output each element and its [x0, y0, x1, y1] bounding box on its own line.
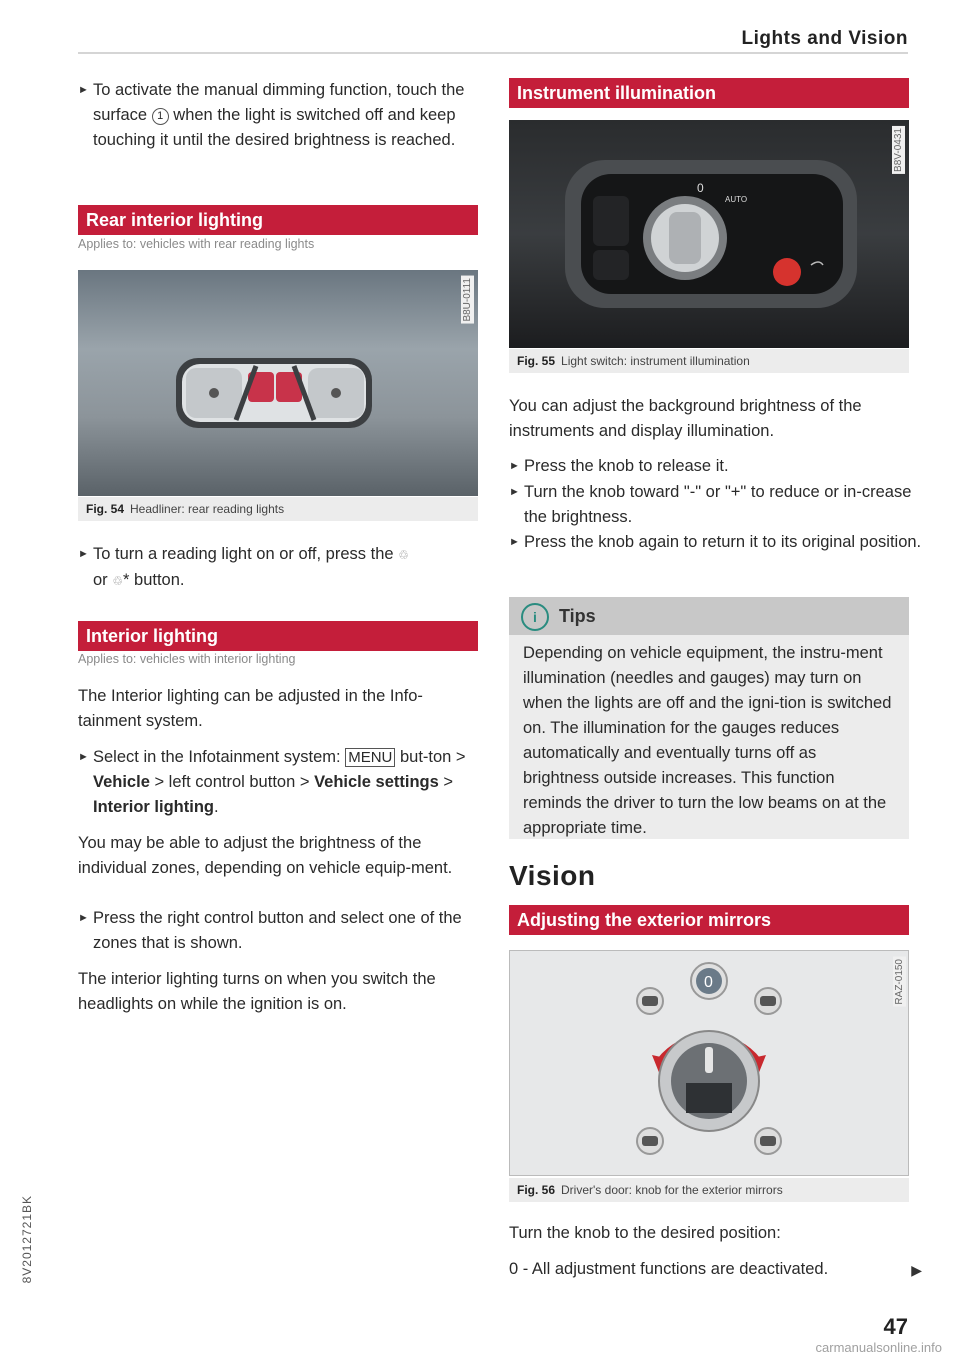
reading-light-symbol-icon: ♲ [398, 548, 409, 562]
rear-applies-note: Applies to: vehicles with rear reading lights [78, 237, 315, 251]
mirror-para: Turn the knob to the desired position: [509, 1224, 781, 1242]
instrument-bullet-1: ► Press the knob to release it. [509, 454, 924, 479]
tips-body: Depending on vehicle equipment, the instru-ment illumination (needles and gauges) may turn on when the lights are off and the igni-tion is switched on. The illumination for the gauges reduces automatically and eventually turns off as brightness outside increases. This function reminds the driver to turn the low beams on at the appropriate time. [509, 635, 909, 839]
fog-light-icon [593, 196, 629, 246]
interior-para-1: The Interior lighting can be adjusted in the Info-tainment system. [78, 687, 423, 730]
circled-number: 1 [152, 108, 169, 125]
instrument-illumination-heading: Instrument illumination [509, 78, 909, 108]
knob-position-zero: 0 [704, 974, 713, 991]
vehicle-settings-label: Vehicle settings [314, 773, 439, 791]
document-code: 8V2012721BK [20, 1195, 34, 1284]
button-text: but-ton > [395, 748, 466, 766]
reading-light-or: or [93, 571, 108, 589]
instrument-bullet-3: ► Press the knob again to return it to its original position. [509, 530, 924, 555]
reading-light-instruction [78, 542, 493, 594]
section-title: Lights and Vision [741, 28, 908, 49]
page-number: 47 [883, 1314, 908, 1339]
light-switch-illustration [509, 120, 909, 348]
reading-light-symbol2-icon: ♲ [112, 574, 124, 588]
reading-light-text: To turn a reading light on or off, press the [93, 545, 394, 563]
knob-auto-label: AUTO [725, 195, 748, 204]
infotainment-instruction [78, 745, 493, 820]
figure-light-switch [509, 120, 909, 348]
fig54-caption-text: Headliner: rear reading lights [130, 502, 285, 516]
continue-arrow-icon: ▶ [911, 1262, 922, 1278]
dimming-instruction [78, 78, 493, 153]
vehicle-menu-label: Vehicle [93, 773, 150, 791]
instrument-bullet-2: ► Turn the knob toward "-" or "+" to reduce or in-crease the brightness. [509, 480, 919, 530]
select-text: Select in the Infotainment system: [93, 748, 341, 766]
fig56-caption-text: Driver's door: knob for the exterior mirrors [561, 1183, 783, 1197]
knob-zero-label: 0 [697, 181, 704, 195]
menu-key: MENU [345, 748, 395, 767]
period: . [214, 798, 219, 816]
fig54-caption [78, 497, 478, 521]
fig56-label: Fig. 56 [517, 1183, 556, 1197]
dimmer-button [773, 258, 801, 286]
exterior-mirrors-heading: Adjusting the exterior mirrors [509, 905, 909, 935]
interior-para-3: The interior lighting turns on when you switch the headlights on while the ignition is on. [78, 970, 436, 1013]
vision-heading: Vision [509, 860, 596, 891]
dimming-text-pre: To activate the manual dimming function, touch the surface [93, 81, 465, 124]
rear-interior-lighting-heading: Rear interior lighting [78, 205, 478, 235]
fig56-caption [509, 1178, 909, 1202]
separator: > [438, 773, 454, 791]
interior-lighting-label: Interior lighting [93, 798, 214, 816]
headliner-illustration [78, 270, 478, 496]
interior-lighting-heading: Interior lighting [78, 621, 478, 651]
tips-title: Tips [559, 606, 596, 626]
fig55-label: Fig. 55 [517, 354, 556, 368]
instrument-para: You can adjust the background brightness of the instruments and display illumination. [509, 397, 862, 440]
control-button-text: > left control button > [149, 773, 315, 791]
fig56-code: RAZ-0150 [894, 959, 905, 1005]
info-icon: i [521, 603, 549, 631]
mirror-knob-illustration [510, 951, 908, 1175]
fig55-caption [509, 349, 909, 373]
watermark: carmanualsonline.info [815, 1340, 942, 1355]
dimming-text-post: when the light is switched off and keep touching it until the desired brightness is reached. [93, 106, 456, 149]
header-rule [78, 52, 908, 54]
fig54-code: B8U-0111 [462, 278, 473, 322]
position-zero-desc: 0 - All adjustment functions are deactivated. [509, 1260, 829, 1278]
fig55-code: B8V-0431 [893, 128, 904, 172]
interior-applies-note: Applies to: vehicles with interior lighting [78, 652, 296, 666]
reading-light-button-text: * button. [123, 571, 185, 589]
zones-instruction: ► Press the right control button and select one of the zones that is shown. [78, 906, 493, 956]
figure-rear-reading-lights [78, 270, 478, 496]
fig54-label: Fig. 54 [86, 502, 125, 516]
fig55-caption-text: Light switch: instrument illumination [561, 354, 750, 368]
figure-mirror-knob [509, 950, 909, 1176]
interior-para-2: You may be able to adjust the brightness of the individual zones, depending on vehicle equip-ment. [78, 834, 453, 877]
tips-header [509, 597, 909, 635]
